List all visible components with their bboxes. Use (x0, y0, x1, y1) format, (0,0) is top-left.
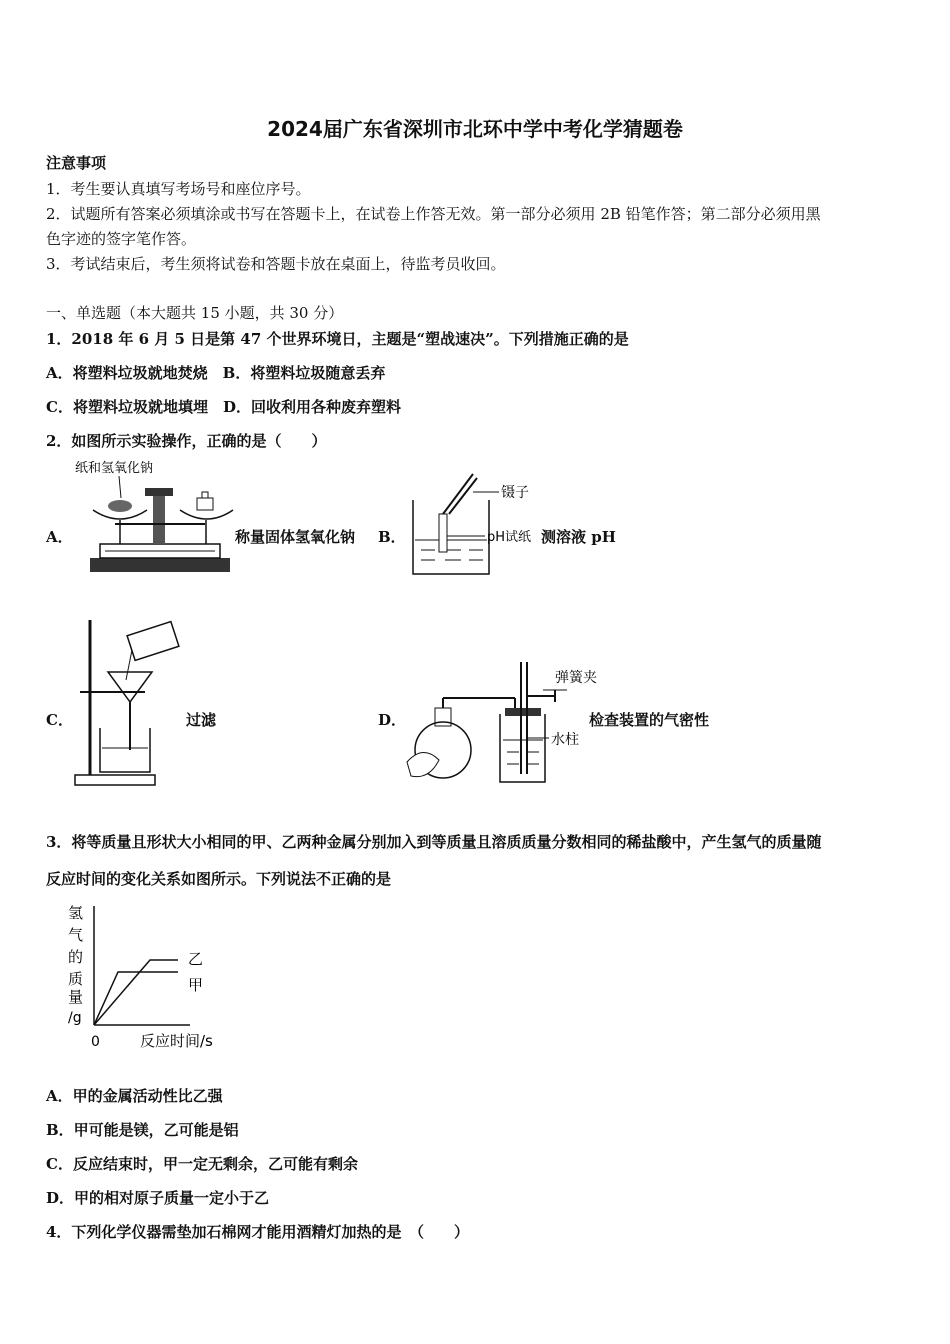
q3-option-a: A．甲的金属活动性比乙强 (46, 1087, 223, 1105)
q2-option-d-text: 检查装置的气密性 (589, 711, 710, 729)
graph-ylabel-char-2: 气 (68, 926, 84, 944)
notice-item-2a: 2．试题所有答案必须填涂或书写在答题卡上，在试卷上作答无效。第一部分必须用 2B 铅笔作答；第二部分必须用黑 (46, 205, 821, 223)
notice-item-3: 3．考试结束后，考生须将试卷和答题卡放在桌面上，待监考员收回。 (46, 255, 506, 273)
graph-ylabel-char-4: 质 (68, 970, 84, 988)
line-yi-label: 乙 (188, 950, 204, 968)
q3-stem-line2: 反应时间的变化关系如图所示。下列说法不正确的是 (46, 870, 392, 888)
q2-option-a-letter: A． (46, 528, 73, 546)
q2-option-c-letter: C． (46, 711, 73, 729)
q2-option-b-text: 测溶液 pH (541, 528, 616, 546)
notice-heading: 注意事项 (46, 154, 107, 172)
q3-stem-line1: 3．将等质量且形状大小相同的甲、乙两种金属分别加入到等质量且溶质质量分数相同的稀盐酸中，产生氢气的质量随 (46, 833, 822, 851)
q2-option-a-text: 称量固体氢氧化钠 (235, 528, 356, 546)
line-jia-label: 甲 (188, 976, 204, 994)
ph-paper-label: pH试纸 (487, 530, 532, 545)
q2-stem: 2．如图所示实验操作，正确的是（ ） (46, 432, 327, 450)
q4-stem: 4．下列化学仪器需垫加石棉网才能用酒精灯加热的是 （ ） (46, 1223, 469, 1241)
graph-yunit: /g (68, 1010, 82, 1026)
hydrogen-graph (60, 898, 240, 1058)
filtration-figure (70, 620, 190, 790)
water-column-label: 水柱 (551, 732, 579, 748)
ph-test-figure (405, 470, 545, 580)
q3-option-b: B．甲可能是镁，乙可能是铝 (46, 1121, 239, 1139)
line-yi (94, 960, 178, 1025)
clamp-label: 弹簧夹 (555, 670, 597, 686)
page-title: 2024届广东省深圳市北环中学中考化学猜题卷 (267, 117, 683, 141)
line-jia (94, 972, 178, 1025)
q3-option-d: D．甲的相对原子质量一定小于乙 (46, 1189, 270, 1207)
graph-ylabel-char-1: 氢 (68, 904, 84, 922)
airtight-figure (405, 658, 597, 788)
q3-option-c: C．反应结束时，甲一定无剩余，乙可能有剩余 (46, 1155, 358, 1173)
q2-option-d-letter: D． (378, 711, 407, 729)
q1-stem: 1．2018 年 6 月 5 日是第 47 个世界环境日，主题是“塑战速决”。下列措施正确的是 (46, 330, 629, 348)
graph-ylabel-char-5: 量 (68, 988, 84, 1006)
section-heading: 一、单选题（本大题共 15 小题，共 30 分） (46, 304, 344, 322)
graph-ylabel-char-3: 的 (68, 948, 84, 966)
balance-label: 纸和氢氧化钠 (75, 461, 154, 476)
balance-figure (75, 458, 235, 583)
q2-option-b-letter: B． (378, 528, 406, 546)
q1-options-row2: C．将塑料垃圾就地填埋 D．回收利用各种废弃塑料 (46, 398, 401, 416)
q1-options-row1: A．将塑料垃圾就地焚烧 B．将塑料垃圾随意丢弃 (46, 364, 386, 382)
q2-option-c-text: 过滤 (186, 711, 217, 729)
notice-item-2b: 色字迹的签字笔作答。 (46, 230, 197, 248)
tweezers-label: 镊子 (501, 485, 529, 501)
graph-xlabel: 反应时间/s (140, 1032, 213, 1050)
graph-origin: 0 (91, 1034, 100, 1050)
notice-item-1: 1．考生要认真填写考场号和座位序号。 (46, 180, 311, 198)
